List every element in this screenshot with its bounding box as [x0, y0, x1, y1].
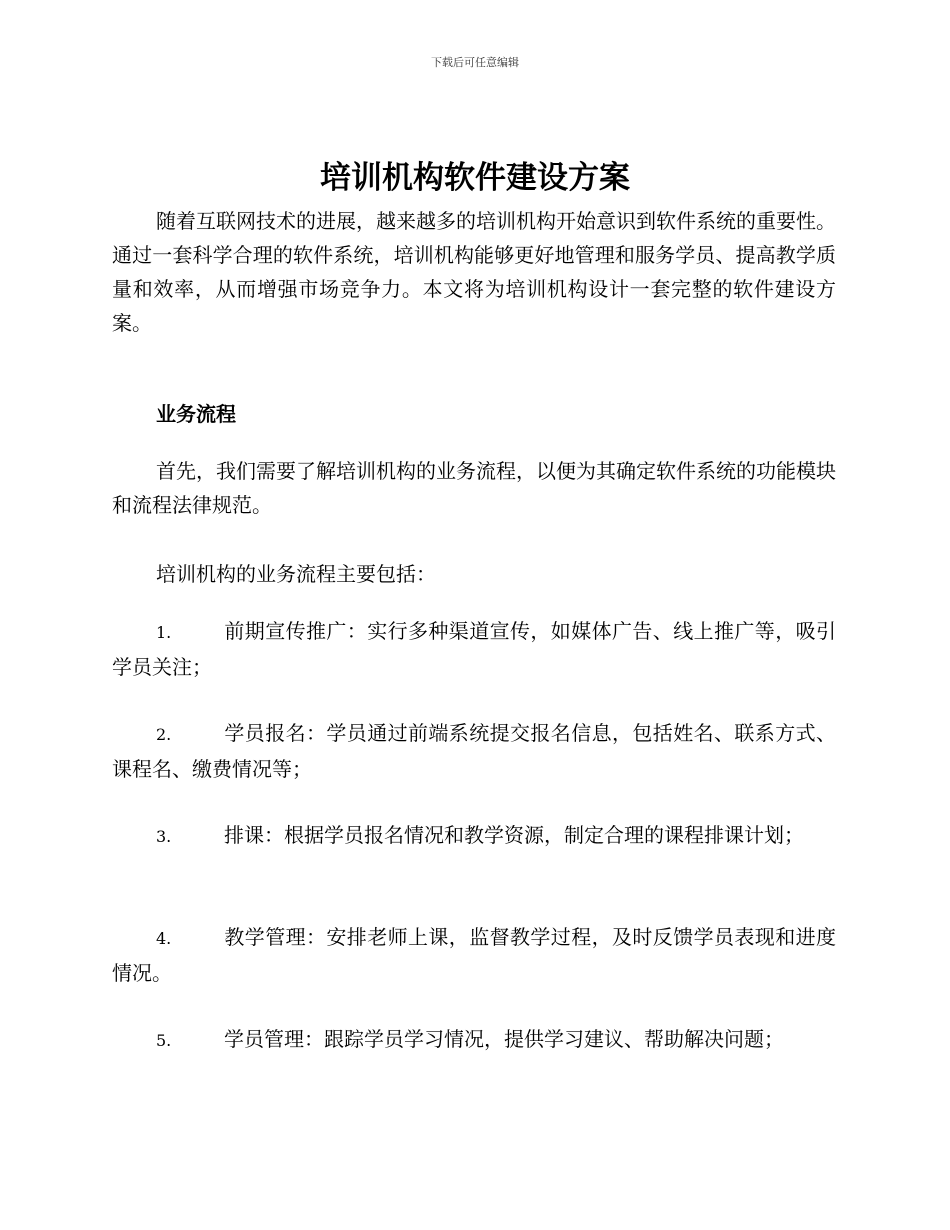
list-item: [112, 818, 836, 854]
header-note: 下载后可任意编辑: [431, 56, 519, 69]
list-item-text: 前期宣传推广：实行多种渠道宣传，如媒体广告、线上推广等，吸引学员关注；: [112, 619, 836, 679]
list-item-text: 教学管理：安排老师上课，监督教学过程，及时反馈学员表现和进度情况。: [112, 925, 836, 985]
list-item-number: 4.: [156, 929, 172, 948]
list-item-text: 学员管理：跟踪学员学习情况，提供学习建议、帮助解决问题；: [224, 1027, 784, 1051]
paragraph-1: 首先，我们需要了解培训机构的业务流程，以便为其确定软件系统的功能模块和流程法律规范。: [112, 459, 836, 517]
list-item: [112, 1022, 836, 1058]
list-item-text: 排课：根据学员报名情况和教学资源，制定合理的课程排课计划；: [224, 823, 804, 847]
list-item: [112, 614, 836, 684]
paragraph-2: 培训机构的业务流程主要包括：: [156, 562, 436, 586]
list-item-number: 2.: [156, 725, 172, 744]
list-item-number: 3.: [156, 827, 172, 846]
list-item-number: 1.: [156, 623, 172, 642]
list-item-number: 5.: [156, 1031, 172, 1050]
list-item: [112, 920, 836, 990]
list-item-text: 学员报名：学员通过前端系统提交报名信息，包括姓名、联系方式、课程名、缴费情况等；: [112, 721, 836, 781]
section-heading: 业务流程: [156, 402, 236, 426]
list-item: [112, 716, 836, 786]
document-title: 培训机构软件建设方案: [320, 160, 630, 196]
intro-paragraph: 随着互联网技术的进展，越来越多的培训机构开始意识到软件系统的重要性。通过一套科学合理的软件系统，培训机构能够更好地管理和服务学员、提高教学质量和效率，从而增强市场竞争力。本文将为培训机构设计一套完整的软件建设方案。: [112, 209, 836, 335]
